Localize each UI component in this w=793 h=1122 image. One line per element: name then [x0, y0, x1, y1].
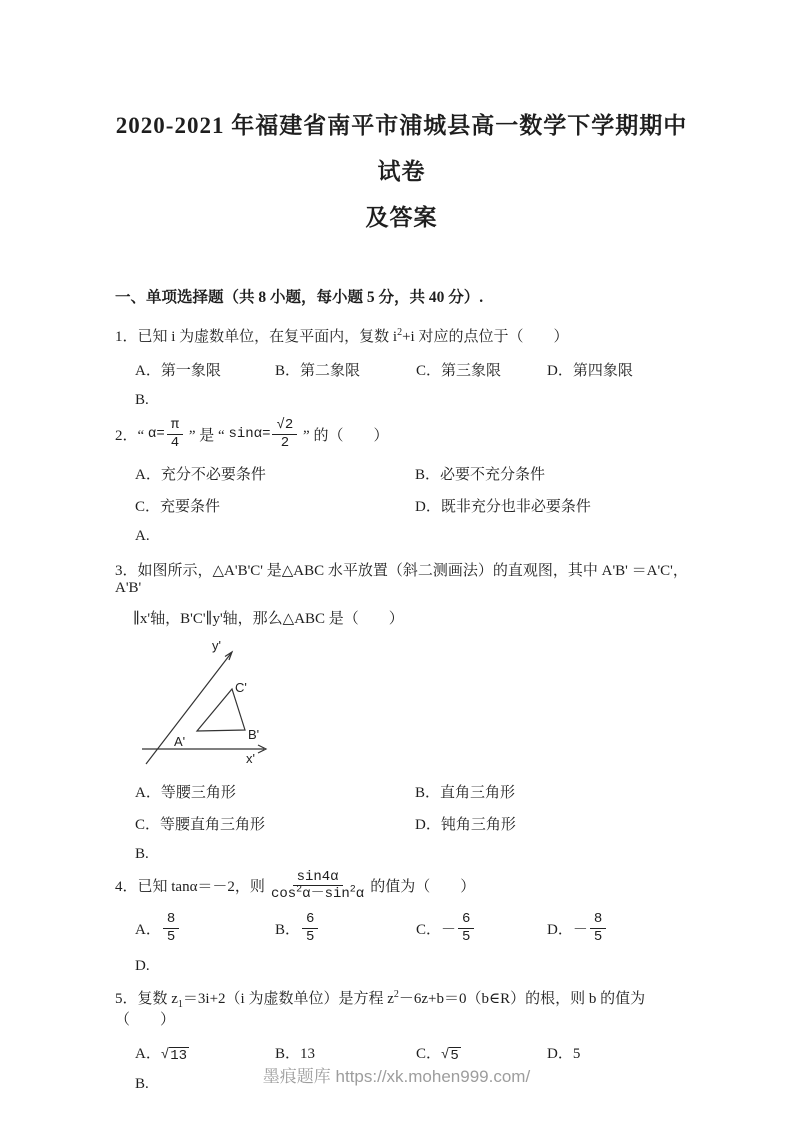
q4-stem-pre: 4．已知 tanα＝－2，则 [115, 879, 265, 896]
q1-stem-text-a: 1．已知 i 为虚数单位，在复平面内，复数 i [115, 329, 398, 345]
q4-main-fraction [267, 869, 368, 904]
q4-fraction-numerator: sin4α [293, 869, 343, 887]
question-3-stem-line2: ∥x'轴，B'C'∥y'轴，那么△ABC 是（ ） [133, 610, 404, 627]
question-5-answer: B. [135, 1075, 149, 1092]
question-4 [115, 869, 688, 975]
question-3 [115, 559, 688, 863]
title-line1: 2020-2021 年福建省南平市浦城县高一数学下学期期中试卷 [115, 113, 688, 184]
question-5-options [115, 1042, 688, 1064]
question-3-stem-line1: 3．如图所示，△A'B'C' 是△ABC 水平放置（斜二测画法）的直观图，其中 A'B' ＝A'C'，A'B' [115, 562, 688, 596]
q4-option-a: A． $\frac{8}{5}$ [135, 911, 275, 946]
question-3-options-row1 [115, 781, 688, 802]
q2-alpha-eq: α= [147, 426, 165, 443]
y-axis-line [146, 652, 232, 764]
question-4-stem [115, 869, 688, 904]
q2-sin-eq: sinα= [228, 426, 271, 443]
q5-option-c: C． √ 5 [416, 1045, 459, 1064]
q3-option-d: D．钝角三角形 [415, 816, 516, 833]
q2-option-d: D．既非充分也非必要条件 [415, 498, 591, 515]
q4-fraction-denominator: $\cos^2\alpha-\sin^2\alpha$ [270, 884, 365, 903]
vertex-c-label: C' [235, 679, 247, 695]
q2-stem-mid: ” 是 “ [185, 427, 229, 444]
triangle-abc-prime [197, 689, 245, 731]
q3-option-c: C．等腰直角三角形 [135, 816, 266, 833]
question-4-answer: D. [135, 957, 150, 974]
q1-stem-text-b: +i 对应的点位于（ ） [402, 329, 569, 345]
question-5-stem: 5．复数 $z_1=3i+2(i$ 为虚数单位）是方程 $z^2-6z+b=0(b\in R)$的根，则 b 的值为（ ） [115, 988, 646, 1028]
q1-option-a: A．第一象限 [135, 363, 221, 379]
q5-subscript: 1 [177, 998, 183, 1010]
question-2 [115, 417, 688, 545]
q2-stem-post: ” 的（ ） [299, 427, 389, 444]
q1-option-b: B．第二象限 [275, 363, 361, 379]
question-4-options [115, 911, 688, 946]
q1-option-d: D．第四象限 [547, 363, 633, 379]
x-axis-label: x' [246, 750, 255, 766]
q2-option-b: B．必要不充分条件 [415, 466, 546, 483]
vertex-a-label: A' [174, 733, 186, 749]
q2-fraction-pi-4: $\frac{\pi}{4}$ [167, 417, 183, 452]
question-2-answer: A. [135, 527, 150, 544]
q4-option-c: C． － $\frac{6}{5}$ [416, 911, 547, 946]
question-1-options [115, 359, 688, 380]
q5-option-d: D．5 [547, 1045, 581, 1062]
page-title [115, 103, 688, 241]
q3-option-a: A．等腰三角形 [135, 784, 236, 801]
q2-stem-pre: 2．“ [115, 427, 148, 444]
question-1 [115, 325, 688, 409]
q5-option-b: B．13 [275, 1045, 316, 1062]
section-heading: 一、单项选择题（共 8 小题，每小题 5 分，共 40 分）. [115, 289, 484, 306]
q4-stem-post: 的值为（ ） [370, 879, 476, 896]
title-line2: 及答案 [365, 205, 438, 230]
question-3-figure [140, 634, 688, 770]
q2-radicand: 2 [284, 417, 294, 433]
vertex-b-label: B' [248, 726, 260, 742]
oblique-axes-triangle-diagram [140, 634, 280, 770]
q1-option-c: C．第三象限 [416, 363, 502, 379]
question-3-options-row2 [115, 813, 688, 834]
q2-sqrt-symbol: √ [276, 417, 285, 433]
q1-superscript: 2 [397, 327, 403, 338]
q5-sqrt-13: √ 13 [160, 1046, 188, 1064]
q4-option-d: D． － $\frac{8}{5}$ [547, 911, 688, 946]
q2-fraction-sqrt2-2: $\frac{√2}{2}$ [272, 417, 297, 452]
question-2-options-row1 [115, 463, 688, 484]
q4-option-b: B． $\frac{6}{5}$ [275, 911, 416, 946]
y-axis-label: y' [212, 637, 221, 653]
question-1-stem [115, 325, 688, 346]
q3-option-b: B．直角三角形 [415, 784, 516, 801]
footer-watermark: 墨痕题库 https://xk.mohen999.com/ [262, 1067, 531, 1086]
q5-sqrt-5: √ 5 [441, 1046, 459, 1064]
q2-option-c: C．充要条件 [135, 498, 221, 515]
question-2-stem [115, 417, 688, 452]
question-2-options-row2 [115, 495, 688, 516]
q5-option-a: A． √ 13 [135, 1045, 188, 1064]
question-1-answer: B. [135, 392, 149, 408]
q5-superscript: 2 [393, 988, 399, 1000]
question-3-answer: B. [135, 845, 149, 862]
q2-option-a: A．充分不必要条件 [135, 466, 266, 483]
